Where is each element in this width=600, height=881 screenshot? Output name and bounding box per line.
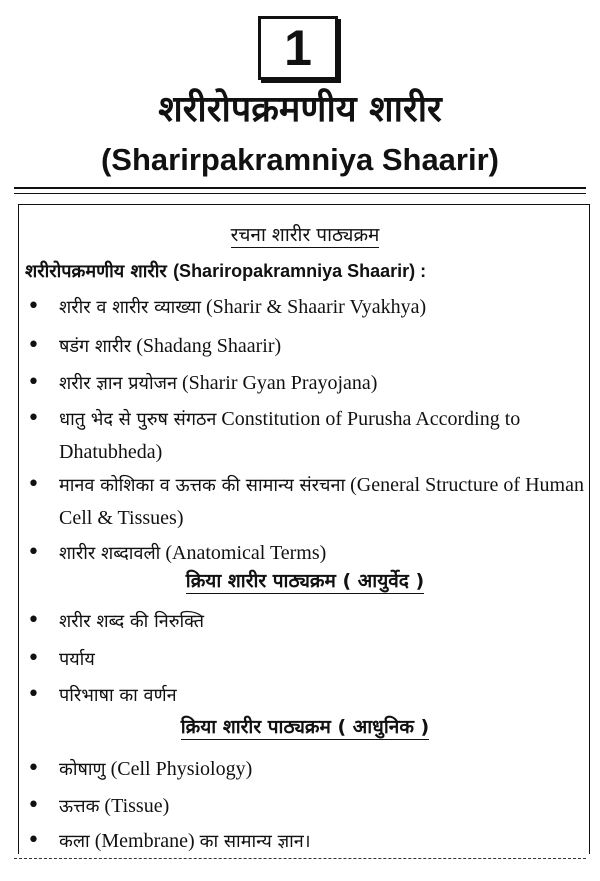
list-item: ऊत्तक (Tissue) (59, 795, 170, 817)
bullet: • (27, 294, 40, 319)
section-subheading (25, 257, 426, 286)
bullet: • (27, 756, 40, 781)
list-item: शरीर व शारीर व्याख्या (Sharir & Shaarir Vyakhya) (59, 296, 427, 318)
subheading-english: (Shariropakramniya Shaarir) : (173, 261, 427, 281)
list-item: परिभाषा का वर्णन (59, 685, 177, 706)
bullet: • (27, 472, 40, 497)
bullet: • (27, 406, 40, 431)
divider-bottom (14, 858, 586, 859)
chapter-number: 1 (284, 20, 312, 76)
divider-top-thick (14, 187, 586, 189)
list-item: धातु भेद से पुरुष संगठन Constitution of Purusha According to Dhatubheda) (59, 408, 521, 463)
bullet: • (27, 646, 40, 671)
divider-top-thin (14, 193, 586, 194)
list-item: शरीर ज्ञान प्रयोजन (Sharir Gyan Prayojana) (59, 372, 378, 394)
list-item: कला (Membrane) का सामान्य ज्ञान। (59, 830, 311, 852)
section-heading-kriya-sharir-ayurveda: क्रिया शारीर पाठ्यक्रम ( आयुर्वेद ) (185, 570, 425, 592)
list-item: शरीर शब्द की निरुक्ति (59, 611, 205, 632)
bullet: • (27, 608, 40, 633)
bullet: • (27, 540, 40, 565)
section-heading-rachana-sharir: रचना शारीर पाठ्यक्रम (230, 224, 380, 246)
syllabus-box (18, 204, 590, 854)
list-item: कोषाणु (Cell Physiology) (59, 758, 253, 780)
subheading-hindi: शरीरोपक्रमणीय शारीर (25, 261, 167, 282)
list-item: षडंग शारीर (Shadang Shaarir) (59, 335, 282, 357)
bullet: • (27, 828, 40, 853)
chapter-title-english: (Sharirpakramniya Shaarir) (100, 142, 499, 177)
bullet: • (27, 333, 40, 358)
list-item: मानव कोशिका व ऊत्तक की सामान्य संरचना (General Structure of Human Cell & Tissues) (59, 474, 584, 529)
list-item: शारीर शब्दावली (Anatomical Terms) (59, 542, 327, 564)
chapter-title-hindi: शरीरोपक्रमणीय शारीर (158, 89, 442, 130)
chapter-number-box (258, 16, 338, 80)
bullet: • (27, 793, 40, 818)
list-item: पर्याय (59, 649, 95, 670)
bullet: • (27, 682, 40, 707)
bullet: • (27, 370, 40, 395)
section-heading-kriya-sharir-adhunik: क्रिया शारीर पाठ्यक्रम ( आधुनिक ) (180, 716, 430, 738)
